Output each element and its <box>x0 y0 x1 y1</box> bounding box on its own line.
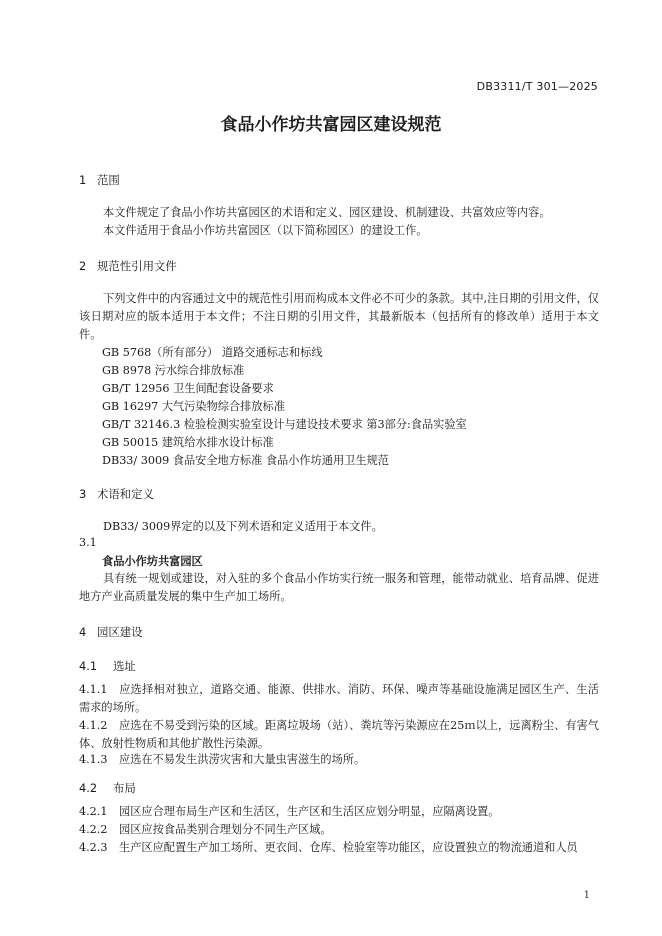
section-title: 范围 <box>97 173 120 187</box>
section-1-heading <box>79 172 120 188</box>
section-title: 术语和定义 <box>97 487 154 501</box>
reference-item: GB/T 12956 卫生间配套设备要求 <box>102 382 274 395</box>
section-title: 园区建设 <box>97 625 143 639</box>
clause-number: 4.2.1 <box>79 805 108 818</box>
reference-item: DB33/ 3009 食品安全地方标准 食品小作坊通用卫生规范 <box>102 454 389 467</box>
clause-text: 生产区应配置生产加工场所、更衣间、仓库、检验室等功能区，应设置独立的物流通道和人员 <box>119 841 578 854</box>
reference-item: GB 50015 建筑给水排水设计标准 <box>102 436 274 449</box>
section-number: 4 <box>79 625 87 639</box>
term-number: 3.1 <box>79 536 97 549</box>
section-4-heading <box>79 624 143 640</box>
clause-4-1-3 <box>79 751 599 769</box>
section-number: 1 <box>79 173 87 187</box>
document-number: DB3311/T 301—2025 <box>476 80 598 93</box>
section-number: 2 <box>79 259 87 273</box>
subsection-4-1-heading <box>79 658 136 674</box>
clause-4-2-1 <box>79 803 599 821</box>
references-intro: 下列文件中的内容通过文中的规范性引用而构成本文件必不可少的条款。其中,注日期的引用文件，仅该日期对应的版本适用于本文件；不注日期的引用文件，其最新版本（包括所有的修改单）适用于本文件。 <box>79 292 599 341</box>
scope-paragraph-1: 本文件规定了食品小作坊共富园区的术语和定义、园区建设、机制建设、共富效应等内容。 <box>103 206 551 219</box>
clause-text: 应选在不易受到污染的区域。距离垃圾场（站）、粪坑等污染源应在25ｍ以上，远离粉尘、有害气体、放射性物质和其他扩散性污染源。 <box>79 719 599 750</box>
subsection-title: 选址 <box>113 659 136 673</box>
reference-item: GB 8978 污水综合排放标准 <box>102 364 245 377</box>
clause-4-1-2 <box>79 717 599 753</box>
clause-number: 4.1.1 <box>79 683 108 696</box>
reference-item: GB/T 32146.3 检验检测实验室设计与建设技术要求 第3部分:食品实验室 <box>102 418 467 431</box>
terms-intro: DB33/ 3009界定的以及下列术语和定义适用于本文件。 <box>103 520 383 533</box>
subsection-title: 布局 <box>113 781 136 795</box>
clause-text: 应选择相对独立，道路交通、能源、供排水、消防、环保、噪声等基础设施满足园区生产、生活需求的场所。 <box>79 683 599 714</box>
subsection-number: 4.1 <box>79 659 98 673</box>
section-3-heading <box>79 486 154 502</box>
section-2-heading <box>79 258 177 274</box>
clause-4-2-2 <box>79 821 599 839</box>
clause-4-2-3 <box>79 839 578 855</box>
scope-paragraph-2: 本文件适用于食品小作坊共富园区（以下简称园区）的建设工作。 <box>103 224 428 237</box>
section-number: 3 <box>79 487 87 501</box>
clause-4-1-1 <box>79 681 599 717</box>
reference-item: GB 5768（所有部分） 道路交通标志和标线 <box>102 346 323 359</box>
subsection-number: 4.2 <box>79 781 98 795</box>
term-name: 食品小作坊共富园区 <box>102 555 203 568</box>
subsection-4-2-heading <box>79 780 136 796</box>
clause-text: 园区应合理布局生产区和生活区，生产区和生活区应划分明显，应隔离设置。 <box>119 805 500 818</box>
document-title: 食品小作坊共富园区建设规范 <box>220 115 442 135</box>
clause-number: 4.1.3 <box>79 753 108 766</box>
clause-text: 应选在不易发生洪涝灾害和大量虫害滋生的场所。 <box>119 753 366 766</box>
term-definition: 具有统一规划或建设，对入驻的多个食品小作坊实行统一服务和管理，能带动就业、培育品牌、促进地方产业高质量发展的集中生产加工场所。 <box>79 572 599 603</box>
page-number: 1 <box>583 890 590 901</box>
clause-number: 4.2.2 <box>79 823 108 836</box>
clause-number: 4.1.2 <box>79 719 108 732</box>
reference-item: GB 16297 大气污染物综合排放标准 <box>102 400 285 413</box>
clause-number: 4.2.3 <box>79 841 108 854</box>
section-title: 规范性引用文件 <box>97 259 177 273</box>
clause-text: 园区应按食品类别合理划分不同生产区域。 <box>119 823 332 836</box>
